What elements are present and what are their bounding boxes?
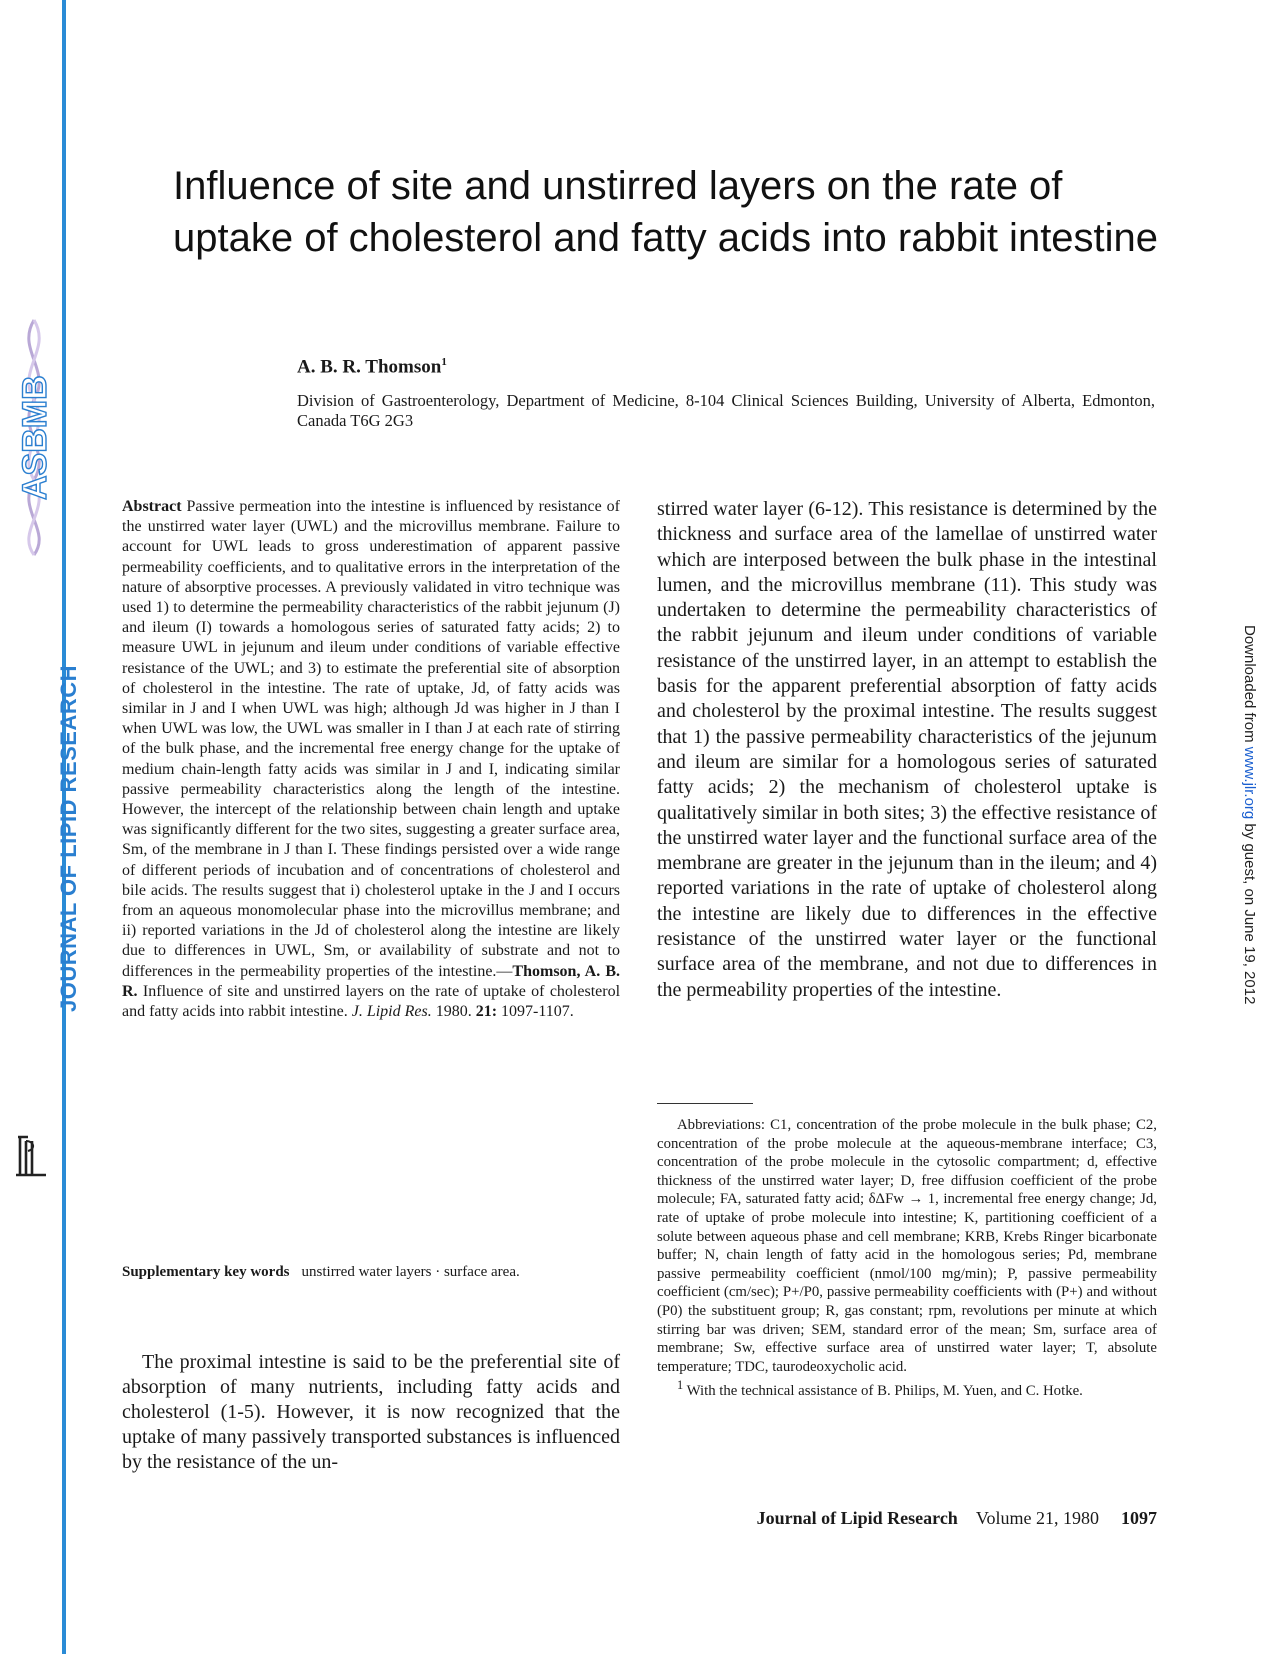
footer-journal: Journal of Lipid Research — [756, 1508, 958, 1528]
abbreviations-footnote: Abbreviations: C1, concentration of the probe molecule in the bulk phase; C2, concentration of the probe molecule at the aqueous-membrane interface; C3, concentration of the probe molecule in the cytosolic compartment; d, effective thickness of the unstirred water layer; D, free diffusion coefficient of the probe molecule; FA, saturated fatty acid; δΔFw → 1, incremental free energy change; Jd, rate of uptake of probe molecule into intestine; K, partitioning coefficient of a solute between aqueous phase and cell membrane; KRB, Krebs Ringer bicarbonate buffer; N, chain length of fatty acid in the homologous series; Pd, membrane passive permeability coefficient (nmol/100 mg/min); P, passive permeability coefficient (cm/sec); P+/P0, passive permeability coefficients with (P+) and without (P0) the substituent group; R, gas constant; rpm, revolutions per minute at which stirring bar was driven; SEM, standard error of the mean; Sm, surface area of membrane; Sw, effective surface area of unstirred water layer; T, absolute temperature; TDC, taurodeoxycholic acid. — [657, 1117, 1157, 1375]
jlr-logo-icon — [14, 1135, 48, 1179]
abstract-text: Passive permeation into the intestine is influenced by resistance of the unstirred water layer (UWL) and the microvillus membrane. Failure to account for UWL leads to gross underestimation of apparent passive permeability coefficients, and to qualitative errors in the interpretation of the nature of absorptive processes. A previously validated in vitro technique was used 1) to determine the permeability characteristics of the rabbit jejunum (J) and ileum (I) towards a homologous series of saturated fatty acids; 2) to measure UWL in jejunum and ileum under conditions of variable effective resistance of the UWL; and 3) to estimate the preferential site of absorption of cholesterol in the intestine. The rate of uptake, Jd, of fatty acids was similar in J and I when UWL was high; although Jd was higher in J than I when UWL was low, the UWL was smaller in I than J at each rate of stirring of the bulk phase, and the incremental free energy change for the uptake of medium chain-length fatty acids was similar in J and I, indicating similar passive permeability characteristics along the length of the intestine. However, the intercept of the relationship between chain length and uptake was significantly different for the two sites, suggesting a greater surface area, Sm, of the membrane in J than I. These findings persisted over a wide range of different periods of incubation and of concentrations of cholesterol and bile acids. The results suggest that i) cholesterol uptake in the J and I occurs from an aqueous monomolecular phase into the microvillus membrane; and ii) reported variations in the Jd of cholesterol along the intestine are likely due to differences in UWL, Sm, or availability of substrate and not to differences in the permeability properties of the intestine. — [122, 498, 621, 980]
author-footnote-mark: 1 — [441, 356, 447, 368]
author-name: A. B. R. Thomson — [297, 356, 442, 378]
keywords — [122, 1264, 632, 1281]
abstract: Abstract Passive permeation into the intestine is influenced by resistance of the unstirred water layer (UWL) and the microvillus membrane. Failure to account for UWL leads to gross underestimation of apparent passive permeability coefficients, and to qualitative errors in the interpretation of the nature of absorptive processes. A previously validated in vitro technique was used 1) to determine the permeability characteristics of the rabbit jejunum (J) and ileum (I) towards a homologous series of saturated fatty acids; 2) to measure UWL in jejunum and ileum under conditions of variable effective resistance of the UWL; and 3) to estimate the preferential site of absorption of cholesterol in the intestine. The rate of uptake, Jd, of fatty acids was similar in J and I when UWL was high; although Jd was higher in J than I when UWL was low, the UWL was smaller in I than J at each rate of stirring of the bulk phase, and the incremental free energy change for the uptake of medium chain-length fatty acids was similar in J and I, indicating similar passive permeability characteristics along the length of the intestine. However, the intercept of the relationship between chain length and uptake was significantly different for the two sites, suggesting a greater surface area, Sm, of the membrane in J than I. These findings persisted over a wide range of different periods of incubation and of concentrations of cholesterol and bile acids. The results suggest that i) cholesterol uptake in the J and I occurs from an aqueous monomolecular phase into the microvillus membrane; and ii) reported variations in the Jd of cholesterol along the intestine are likely due to differences in UWL, Sm, or availability of substrate and not to differences in the permeability properties of the intestine.—Thomson, A. B. R. Influence of site and unstirred layers on the rate of uptake of cholesterol and fatty acids into rabbit intestine. J. Lipid Res. 1980. 21: 1097-1107. — [122, 498, 621, 1021]
asbmb-logo-text: ASBMB — [16, 375, 54, 500]
citation-author: Thomson, A. B. R. — [122, 962, 620, 1000]
sidebar-journal-name: JOURNAL OF LIPID RESEARCH — [56, 664, 81, 1012]
footer-page-number: 1097 — [1121, 1508, 1157, 1528]
footnote-text: With the technical assistance of B. Philips, M. Yuen, and C. Hotke. — [686, 1383, 1083, 1400]
page-footer — [690, 1508, 1157, 1529]
footnote-divider — [657, 1103, 753, 1104]
article-title: Influence of site and unstirred layers on the rate of uptake of cholesterol and fatty acids into rabbit intestine — [173, 164, 1159, 260]
citation-journal: J. Lipid Res. — [351, 1003, 432, 1021]
abstract-label: Abstract — [122, 498, 182, 515]
affiliation: Division of Gastroenterology, Department of Medicine, 8-104 Clinical Sciences Building, University of Alberta, Edmonton, Canada T6G 2G3 — [297, 391, 1155, 430]
citation-volume: 21: — [475, 1003, 498, 1021]
citation-pages: 1097-1107. — [501, 1003, 574, 1021]
download-note — [1241, 625, 1258, 1004]
footnote-mark: 1 — [677, 1378, 684, 1393]
footnotes — [657, 1116, 1157, 1401]
download-note-suffix: by guest, on June 19, 2012 — [1241, 819, 1258, 1005]
author — [297, 356, 447, 378]
acknowledgement-footnote — [657, 1376, 1157, 1401]
asbmb-logo — [4, 310, 60, 560]
keywords-terms: unstirred water layers · surface area. — [301, 1264, 520, 1280]
intro-paragraph-right: stirred water layer (6-12). This resistance is determined by the thickness and surface area of the lamellae of unstirred water which are interposed between the bulk phase in the intestinal lumen, and the microvillus membrane (11). This study was undertaken to determine the permeability characteristics of the rabbit jejunum and ileum under conditions of variable resistance of the unstirred layer, in an attempt to establish the basis for the apparent preferential absorption of fatty acids and cholesterol by the proximal intestine. The results suggest that 1) the passive permeability characteristics of the jejunum and ileum are similar for a homologous series of saturated fatty acids; 2) the mechanism of cholesterol uptake is qualitatively similar in both sites; 3) the effective resistance of the unstirred water layer and the functional surface area of the membrane are greater in the jejunum than in the ileum; and 4) reported variations in the rate of uptake of cholesterol along the intestine are likely due to differences in the effective resistance of the unstirred water layer or the functional surface area of the membrane, and not due to differences in the permeability properties of the intestine. — [657, 498, 1157, 1001]
intro-paragraph-left: The proximal intestine is said to be the preferential site of absorption of many nutrients, including fatty acids and cholesterol (1-5). However, it is now recognized that the uptake of many passively transported substances is influenced by the resistance of the un- — [122, 1351, 620, 1473]
footer-volume: Volume 21, 1980 — [975, 1508, 1099, 1528]
download-note-prefix: Downloaded from — [1241, 625, 1258, 747]
download-note-link[interactable]: www.jlr.org — [1241, 746, 1258, 820]
citation-year: 1980. — [435, 1003, 472, 1021]
citation-text: Influence of site and unstirred layers on the rate of uptake of cholesterol and fatty acids into rabbit intestine. — [122, 982, 621, 1021]
keywords-label: Supplementary key words — [122, 1264, 290, 1280]
